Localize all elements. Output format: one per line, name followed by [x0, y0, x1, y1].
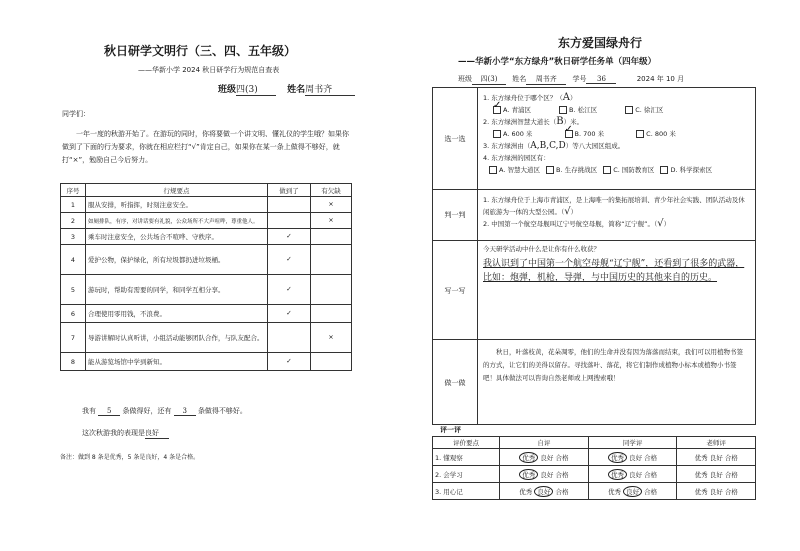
- lack-mark: ×: [311, 323, 352, 353]
- name-label: 姓名: [512, 75, 527, 83]
- self-check-table: [60, 183, 352, 371]
- row-text: 乘车时注意安全，公共场合不喧哗、守秩序。: [86, 229, 268, 245]
- self-rating: [500, 449, 589, 466]
- grade-good: 良好: [709, 453, 723, 462]
- grade-pass: 合格: [724, 487, 738, 496]
- self-rating: [500, 466, 589, 483]
- grade-excellent: 优秀: [608, 487, 622, 496]
- row-text: 合理使用零用钱，不浪费。: [86, 305, 268, 323]
- grade-excellent: 优秀: [608, 452, 627, 463]
- grade-excellent: 优秀: [694, 453, 708, 462]
- review-header-row: [433, 437, 756, 449]
- row-text: 如厕排队，有序，对讲话要有礼貌，公众场所不大声喧哗，尊重他人。: [86, 213, 268, 229]
- task-subtitle: ——华新小学“东方绿舟”秋日研学任务单（四年级）: [458, 57, 657, 67]
- grade-good: 良好: [709, 487, 723, 496]
- summary-mid: 条做得好，还有: [122, 407, 172, 415]
- summary-line: [82, 406, 247, 416]
- grade-good: 良好: [709, 470, 723, 479]
- review-col-item: 评价要点: [433, 437, 500, 449]
- q4-option-d: D. 科学探索区: [670, 166, 713, 174]
- peer-rating: [588, 466, 677, 483]
- row-no: 1: [61, 197, 86, 213]
- checkbox-b[interactable]: [546, 166, 554, 174]
- q4-option-b: B. 生存挑战区: [556, 166, 598, 174]
- summary-post: 条做得不够好。: [197, 407, 247, 415]
- review-col-peer: 同学评: [588, 437, 677, 449]
- table-row: [61, 305, 352, 323]
- summary-pre: 我有: [82, 407, 96, 415]
- self-rating: [500, 483, 589, 500]
- done-mark: [268, 197, 311, 213]
- name-value: 周书齐: [305, 82, 355, 96]
- class-label: 班级: [218, 85, 237, 95]
- rating-pre: 这次秋游我的表现是: [82, 429, 145, 437]
- review-item: 2. 会学习: [433, 466, 500, 483]
- grade-excellent: 优秀: [694, 470, 708, 479]
- q2-answer: B: [556, 116, 564, 127]
- row-divider: [433, 189, 755, 190]
- q2-option-a: A. 600 米: [503, 130, 533, 138]
- task-frame: [432, 87, 756, 425]
- q4-option-a: A. 智慧大道区: [499, 166, 540, 174]
- q1-option-a: A. 青浦区: [503, 106, 531, 114]
- row-no: 8: [61, 353, 86, 371]
- class-value: 四(3): [472, 74, 506, 85]
- lack-mark: [311, 305, 352, 323]
- grade-pass: 合格: [644, 453, 658, 462]
- question-4: 4. 东方绿洲的园区有：: [483, 154, 550, 162]
- grade-excellent: 优秀: [519, 487, 533, 496]
- row-divider: [433, 339, 755, 340]
- col-header-no: 序号: [61, 184, 86, 197]
- rating-line: [82, 428, 169, 439]
- review-table: [432, 436, 756, 500]
- page-title: 秋日研学文明行（三、四、五年级）: [103, 44, 296, 58]
- q2-option-b: B. 700 米: [574, 130, 605, 138]
- table-row: [61, 197, 352, 213]
- q1-text: 1. 东方绿舟位于哪个区？（: [483, 94, 563, 102]
- lack-mark: [311, 245, 352, 275]
- section-judge: 判一判: [444, 211, 466, 219]
- row-no: 6: [61, 305, 86, 323]
- row-no: 5: [61, 275, 86, 305]
- teacher-rating: [677, 466, 756, 483]
- write-answer: 我认识到了中国第一个航空母舰“辽宁舰”，还看到了很多的武器，比如：炮弹，机枪，导弹，与中国历史的其他来自的历史。: [483, 259, 745, 283]
- q4-options: [483, 164, 751, 176]
- peer-rating: [588, 449, 677, 466]
- question-3: [483, 140, 751, 152]
- write-content: [483, 244, 749, 285]
- grade-pass: 合格: [644, 487, 658, 496]
- j2-answer: √: [657, 218, 664, 229]
- col-header-lack: 有欠缺: [311, 184, 352, 197]
- q3-end: ）等八大园区组成。: [565, 142, 625, 150]
- checkbox-d[interactable]: [660, 166, 668, 174]
- q1-option-b: B. 松江区: [569, 106, 598, 114]
- done-mark: ✓: [268, 353, 311, 371]
- checkbox-c[interactable]: [603, 166, 611, 174]
- date: 2024 年 10 月: [636, 75, 685, 83]
- name-label: 姓名: [287, 85, 306, 95]
- j1-end: ）: [570, 208, 578, 216]
- grade-good: 良好: [623, 486, 642, 497]
- grade-excellent: 优秀: [519, 452, 538, 463]
- write-prompt: 今天研学活动中什么是让你有什么收获？: [483, 245, 600, 253]
- q2-options: [483, 128, 751, 140]
- q1-answer: A: [562, 92, 571, 103]
- checkbox-a[interactable]: [493, 130, 501, 138]
- q3-answer: A,B,C,D: [530, 141, 566, 151]
- checkbox-c[interactable]: [636, 130, 644, 138]
- class-label: 班级: [458, 75, 472, 83]
- grade-pass: 合格: [555, 470, 569, 479]
- done-mark: ✓: [268, 305, 311, 323]
- done-mark: ✓: [268, 245, 311, 275]
- grade-pass: 合格: [724, 453, 738, 462]
- grade-pass: 合格: [644, 470, 658, 479]
- row-text: 服从安排，听指挥，时刻注意安全。: [86, 197, 268, 213]
- class-value: 四(3): [236, 82, 276, 96]
- review-col-self: 自评: [500, 437, 589, 449]
- review-col-teacher: 老师评: [677, 437, 756, 449]
- grade-good: 良好: [629, 470, 643, 479]
- checkbox-b[interactable]: [559, 106, 567, 114]
- grade-excellent: 优秀: [519, 469, 538, 480]
- peer-rating: [588, 483, 677, 500]
- greeting: 同学们：: [62, 110, 90, 118]
- question-1: [483, 92, 751, 104]
- do-content: 秋日，叶落枝黄，花朵凋零，他们的生命并没有因为落落而结束，我们可以用植物书签的方式，让它们的美得以留存。寻找落叶、落花，将它们制作成植物小标本或植物小书签吧！具体做法可以咨询自然老师或上网搜索哦！: [483, 348, 743, 382]
- table-row: [61, 323, 352, 353]
- lack-mark: [311, 275, 352, 305]
- row-text: 能从游览场馆中学到新知。: [86, 353, 268, 371]
- section-write: 写一写: [444, 287, 466, 295]
- lack-mark: ×: [311, 213, 352, 229]
- row-text: 导游讲解时认真听讲，小组活动能够团队合作，与队友配合。: [86, 323, 268, 353]
- q1-options: [483, 104, 751, 116]
- lack-mark: ×: [311, 197, 352, 213]
- q1-end: ）: [570, 94, 577, 102]
- j2-text: 2. 中国第一个航空母舰叫辽宁号航空母舰，简称“辽宁舰”。（: [483, 220, 658, 228]
- review-item: 1. 懂观察: [433, 449, 500, 466]
- row-no: 7: [61, 323, 86, 353]
- table-row: [61, 229, 352, 245]
- student-info-line: [458, 74, 684, 85]
- section-do: 做一做: [444, 379, 466, 387]
- task-sheet: [400, 0, 800, 551]
- review-row: [433, 449, 756, 466]
- judge-content: [483, 194, 749, 230]
- page-subtitle: ——华新小学 2024 秋日研学行为规范自查表: [138, 66, 280, 74]
- row-text: 爱护公物，保护绿化，所有垃圾都扔进垃圾桶。: [86, 245, 268, 275]
- row-no: 4: [61, 245, 86, 275]
- col-header-rules: 行规要点: [86, 184, 268, 197]
- grade-good: 良好: [629, 453, 643, 462]
- checkbox-c[interactable]: [625, 106, 633, 114]
- lack-mark: [311, 353, 352, 371]
- section-choose: 选一选: [444, 135, 466, 143]
- grade-good: 良好: [534, 486, 553, 497]
- review-row: [433, 483, 756, 500]
- grade-excellent: 优秀: [608, 469, 627, 480]
- choose-content: [483, 92, 751, 176]
- summary-bad-count: 3: [174, 407, 196, 416]
- grade-good: 良好: [540, 453, 554, 462]
- table-row: [61, 275, 352, 305]
- grade-good: 良好: [540, 470, 554, 479]
- note: 备注：做到 8 条是优秀，5 条是良好，4 条是合格。: [60, 454, 200, 461]
- judge-1: [483, 194, 749, 218]
- row-no: 3: [61, 229, 86, 245]
- q2-option-c: C. 800 米: [646, 130, 676, 138]
- teacher-rating: [677, 483, 756, 500]
- rating-value: 良好: [145, 428, 169, 439]
- row-text: 游玩时，帮助有需要的同学，和同学互相分享。: [86, 275, 268, 305]
- checkbox-a[interactable]: [493, 106, 501, 114]
- done-mark: [268, 213, 311, 229]
- grade-pass: 合格: [555, 487, 569, 496]
- teacher-rating: [677, 449, 756, 466]
- checkbox-b[interactable]: [565, 130, 573, 138]
- grade-pass: 合格: [724, 470, 738, 479]
- row-divider: [433, 240, 755, 241]
- review-title: 评一评: [440, 426, 461, 434]
- q2-text: 2. 东方绿洲智慧大道长（: [483, 118, 557, 126]
- table-row: [61, 213, 352, 229]
- done-mark: ✓: [268, 275, 311, 305]
- done-mark: ✓: [268, 229, 311, 245]
- class-name-line: [218, 82, 355, 96]
- review-row: [433, 466, 756, 483]
- q3-text: 3. 东方绿洲由（: [483, 142, 531, 150]
- grade-pass: 合格: [555, 453, 569, 462]
- done-mark: [268, 323, 311, 353]
- review-item: 3. 用心记: [433, 483, 500, 500]
- checkbox-a[interactable]: [489, 166, 497, 174]
- judge-2: [483, 218, 749, 230]
- q2-end: ）米。: [563, 118, 584, 126]
- section-divider: [477, 88, 478, 424]
- intro-text: 一年一度的秋游开始了。在游玩的同时，你将要做一个讲文明、懂礼仪的学生哦？如果你做到了下面的行为要求，你就在相应栏打“√”肯定自己，如果你在某一条上做得不够好，就打“×”，勉励自己今后努力。: [62, 130, 349, 164]
- summary-good-count: 5: [98, 407, 120, 416]
- id-value: 36: [586, 75, 616, 84]
- q1-option-c: C. 徐汇区: [635, 106, 664, 114]
- lack-mark: [311, 229, 352, 245]
- grade-excellent: 优秀: [694, 487, 708, 496]
- question-2: [483, 116, 751, 128]
- col-header-done: 做到了: [268, 184, 311, 197]
- name-value: 周书齐: [526, 74, 566, 85]
- j1-text: 1. 东方绿舟位于上海市青浦区，是上海唯一的集拓展培训、青少年社会实践、团队活动及休闲旅游为一体的大型公园。（: [483, 196, 745, 216]
- j1-answer: √: [564, 206, 571, 217]
- table-row: [61, 353, 352, 371]
- id-label: 学号: [572, 75, 587, 83]
- j2-end: ）: [663, 220, 671, 228]
- row-no: 2: [61, 213, 86, 229]
- q4-option-c: C. 国防教育区: [613, 166, 655, 174]
- table-row: [61, 245, 352, 275]
- task-title: 东方爱国绿舟行: [557, 36, 642, 50]
